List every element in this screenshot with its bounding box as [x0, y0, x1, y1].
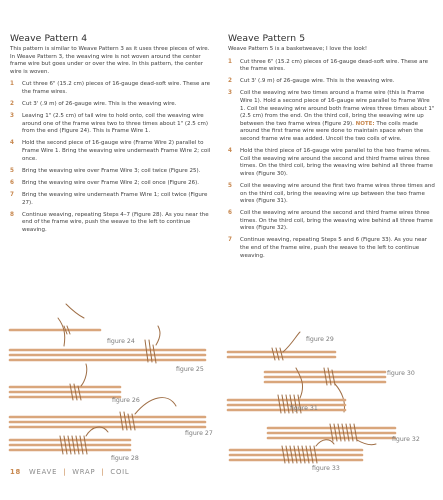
page-number: 18 — [10, 468, 22, 476]
weave-pattern-4-title: Weave Pattern 4 — [10, 33, 88, 44]
figure-32-label: figure 32 — [392, 436, 420, 443]
footer-section-wrap: WRAP — [72, 468, 96, 476]
step-item: 6 Coil the weaving wire around the second and third frame wires three times. On the third coil, bring the weaving wire behind all three frame wires (Figure 32). — [228, 210, 433, 232]
figure-31-illustration — [228, 368, 345, 413]
figure-28-label: figure 28 — [111, 455, 139, 462]
figure-29-label: figure 29 — [306, 336, 334, 343]
figure-27-label: figure 27 — [185, 430, 213, 437]
figure-30-label: figure 30 — [387, 370, 415, 377]
figure-28-illustration — [10, 427, 130, 454]
step-item: 5 Coil the weaving wire around the first two frame wires three times and on the third coil, bring the weaving wire up between the two frame wires (Figure 31). — [228, 182, 435, 205]
figure-33-label: figure 33 — [312, 465, 340, 472]
step-item: 7 Bring the weaving wire underneath Frame Wire 1; coil twice (Figure 27). — [10, 191, 208, 206]
step-item: 2 Cut 3' (.9 m) of 26-gauge wire. This is the weaving wire. — [10, 101, 177, 108]
step-item: 1 Cut three 6" (15.2 cm) pieces of 16-gauge dead-soft wire. These are the frame wires. — [228, 58, 429, 73]
weave-pattern-4-intro: This pattern is similar to Weave Pattern 3 as it uses three pieces of wire. In Weave Pattern 3, the weaving wire is not woven around the center frame wire but goes under or over the wire. In this pattern, the center wire is woven. — [10, 46, 210, 75]
figure-26-label: figure 26 — [112, 397, 140, 404]
footer-section-weave: WEAVE — [29, 468, 58, 476]
page-footer — [10, 468, 130, 476]
step-item: 1 Cut three 6" (15.2 cm) pieces of 16-gauge dead-soft wire. These are the frame wires. — [10, 81, 211, 95]
footer-separator: | — [101, 468, 105, 476]
step-item: 4 Hold the second piece of 16-gauge wire (Frame Wire 2) parallel to Frame Wire 1. Bring the weaving wire underneath Frame Wire 2; coil once. — [10, 140, 211, 162]
figure-27-illustration — [10, 398, 205, 430]
figure-26-illustration — [10, 364, 120, 400]
figure-31-label: figure 31 — [290, 405, 318, 412]
step-item: 4 Hold the third piece of 16-gauge wire parallel to the two frame wires. Coil the weaving wire around the second and third frame wires three times. On the third coil, bring the weaving wire behind all three frame wires (Figure 30). — [228, 148, 433, 177]
figure-33-illustration — [230, 440, 362, 463]
figure-24-label: figure 24 — [107, 338, 135, 345]
step-item: 3 Coil the weaving wire two times around a frame wire (this is Frame Wire 1). Hold a second piece of 16-gauge wire parallel to Frame Wire 1. Coil the weaving wire around both frame wires three times about 1" (2.5 cm) from the end. On the third coil, bring the weaving wire up between the two frame wires (Figure 29). NOTE: The coils made around the first frame wire were done to maintain space when the second frame wire was added. Uncoil the two coils of wire. — [228, 90, 435, 142]
step-item: 5 Bring the weaving wire over Frame Wire 3; coil twice (Figure 25). — [10, 167, 201, 174]
note-label: NOTE: — [355, 120, 375, 127]
figure-25-label: figure 25 — [176, 366, 204, 373]
figure-24-illustration — [10, 304, 100, 346]
step-item: 6 Bring the weaving wire over Frame Wire 2; coil once (Figure 26). — [10, 179, 200, 186]
footer-section-coil: COIL — [110, 468, 130, 476]
step-item: 3 Leaving 1" (2.5 cm) of tail wire to hold onto, coil the weaving wire around one of the frame wires two to three times about 1" (2.5 cm) from the end (Figure 24). This is Frame Wire 1. — [10, 113, 209, 135]
weave-pattern-5-title: Weave Pattern 5 — [228, 33, 306, 44]
footer-separator: | — [63, 468, 67, 476]
step-item: 2 Cut 3' (.9 m) of 26-gauge wire. This is the weaving wire. — [228, 78, 395, 85]
step-item: 8 Continue weaving, repeating Steps 4–7 (Figure 28). As you near the end of the frame wire, push the weave to the left to continue weaving. — [10, 211, 209, 233]
step-item: 7 Continue weaving, repeating Steps 5 and 6 (Figure 33). As you near the end of the frame wire, push the weave to the left to continue weaving. — [228, 237, 427, 259]
weave-pattern-5-intro: Weave Pattern 5 is a basketweave; I love the look! — [228, 46, 368, 52]
